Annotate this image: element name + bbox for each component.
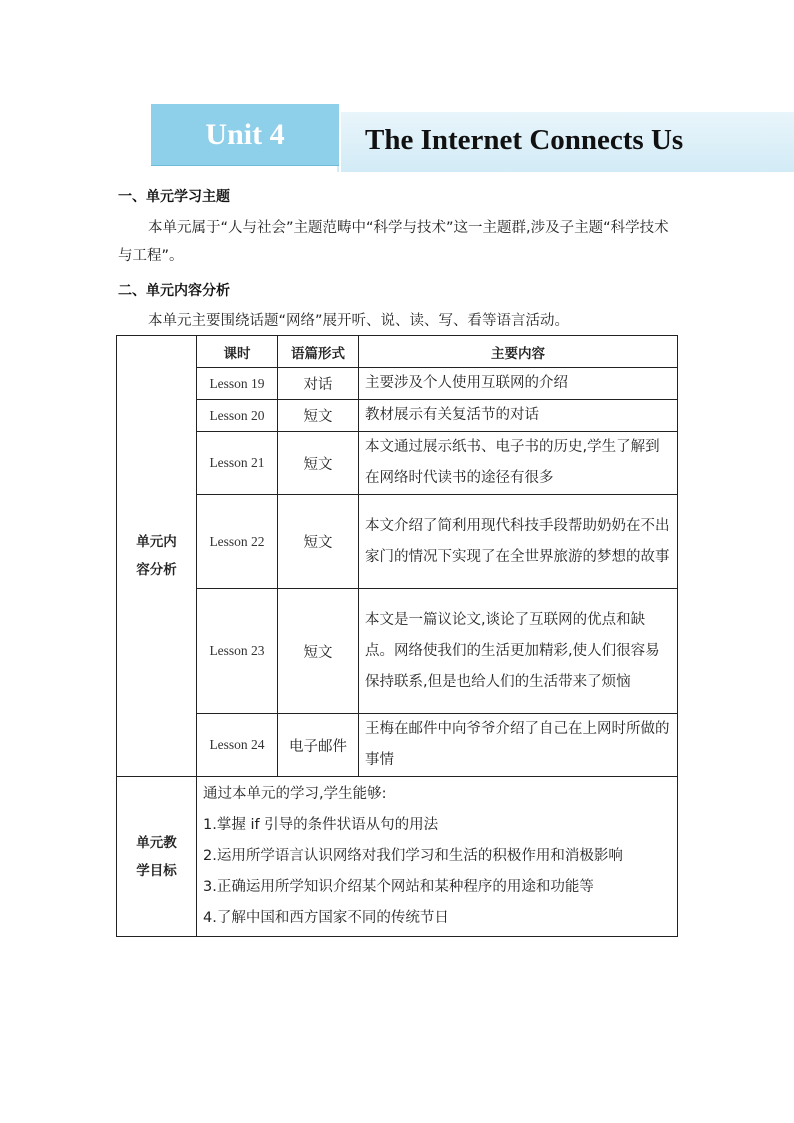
table-header-row (117, 336, 678, 368)
lesson-cell: Lesson 24 (197, 714, 278, 777)
form-cell: 电子邮件 (278, 714, 359, 777)
section2-heading: 二、单元内容分析 (118, 283, 230, 299)
section1-heading: 一、单元学习主题 (118, 189, 230, 205)
content-cell: 王梅在邮件中向爷爷介绍了自己在上网时所做的事情 (359, 714, 678, 777)
goal-item: 2.运用所学语言认识网络对我们学习和生活的积极作用和消极影响 (203, 848, 623, 864)
lesson-cell: Lesson 23 (197, 589, 278, 714)
section1-body: 本单元属于“人与社会”主题范畴中“科学与技术”这一主题群,涉及子主题“科学技术与工程”。 (118, 220, 669, 264)
content-cell: 本文通过展示纸书、电子书的历史,学生了解到在网络时代读书的途径有很多 (359, 432, 678, 495)
table-row (117, 495, 678, 589)
form-cell: 短文 (278, 400, 359, 432)
form-cell: 短文 (278, 589, 359, 714)
form-cell: 短文 (278, 495, 359, 589)
lesson-cell: Lesson 19 (197, 368, 278, 400)
form-cell: 短文 (278, 432, 359, 495)
content-cell: 本文介绍了简利用现代科技手段帮助奶奶在不出家门的情况下实现了在全世界旅游的梦想的故事 (359, 495, 678, 589)
table-row (117, 589, 678, 714)
lesson-cell: Lesson 22 (197, 495, 278, 589)
section2-intro: 本单元主要围绕话题“网络”展开听、说、读、写、看等语言活动。 (148, 313, 570, 329)
table-row (117, 368, 678, 400)
content-cell: 本文是一篇议论文,谈论了互联网的优点和缺点。网络使我们的生活更加精彩,使人们很容易保持联系,但是也给人们的生活带来了烦恼 (359, 589, 678, 714)
table-row (117, 714, 678, 777)
unit-label: Unit 4 (205, 117, 285, 151)
banner-divider (339, 104, 341, 172)
lesson-cell: Lesson 21 (197, 432, 278, 495)
lesson-cell: Lesson 20 (197, 400, 278, 432)
header-content: 主要内容 (359, 336, 678, 368)
teaching-goals-label: 单元教学目标 (117, 777, 197, 937)
unit-title: The Internet Connects Us (365, 124, 684, 156)
banner-unit-panel (151, 104, 339, 165)
goals-row (117, 777, 678, 937)
unit-content-table (116, 335, 678, 937)
teaching-goals-cell (197, 777, 678, 937)
goal-item: 3.正确运用所学知识介绍某个网站和某种程序的用途和功能等 (203, 879, 594, 895)
goal-intro: 通过本单元的学习,学生能够: (203, 786, 387, 802)
header-form: 语篇形式 (278, 336, 359, 368)
table-row (117, 400, 678, 432)
header-lesson: 课时 (197, 336, 278, 368)
goal-item: 4.了解中国和西方国家不同的传统节日 (203, 910, 449, 926)
goal-item: 1.掌握 if 引导的条件状语从句的用法 (203, 817, 439, 833)
content-cell: 主要涉及个人使用互联网的介绍 (359, 368, 678, 400)
content-analysis-label: 单元内容分析 (117, 336, 197, 777)
content-cell: 教材展示有关复活节的对话 (359, 400, 678, 432)
unit-banner (151, 104, 695, 172)
table-row (117, 432, 678, 495)
form-cell: 对话 (278, 368, 359, 400)
